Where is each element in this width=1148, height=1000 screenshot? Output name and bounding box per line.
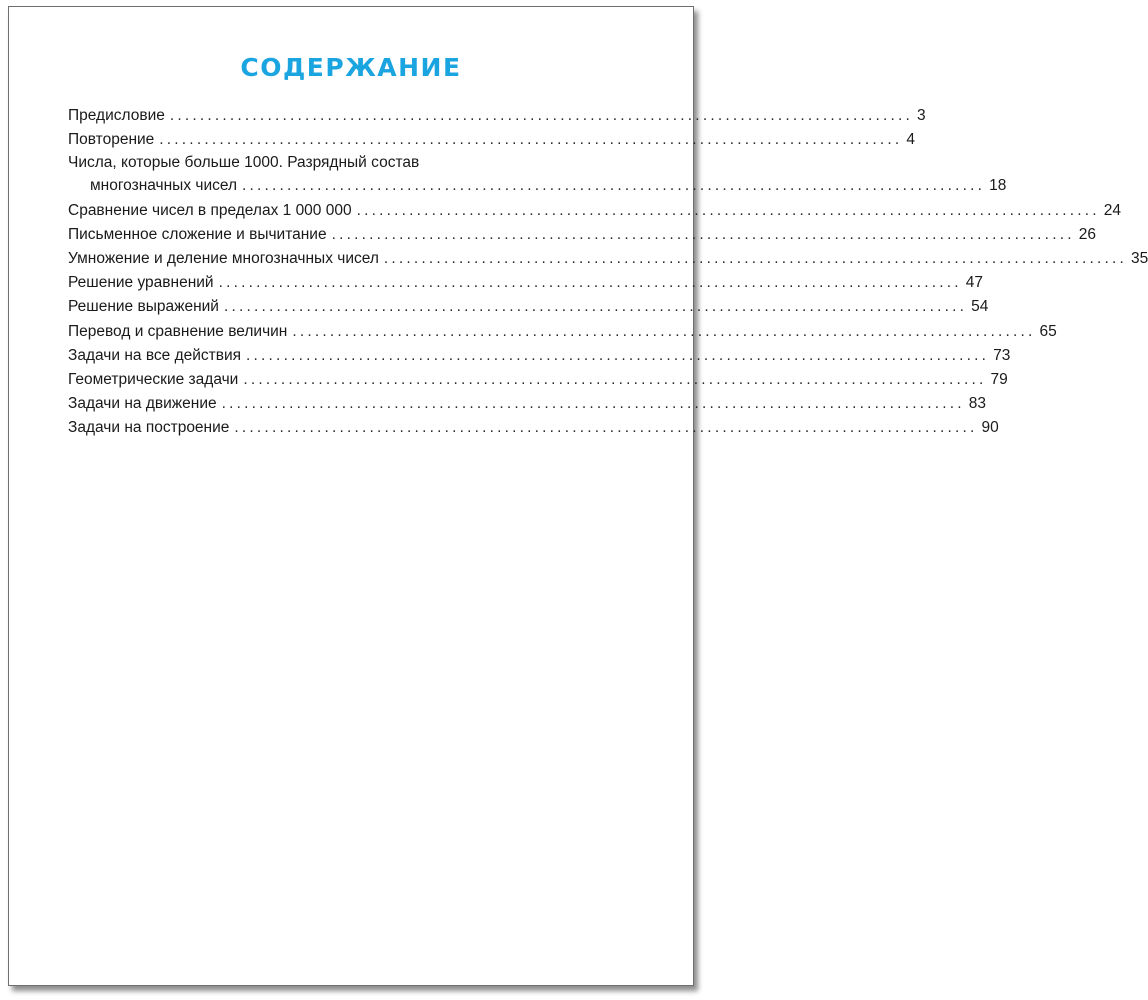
toc-entry-label: Решение выражений (68, 298, 219, 316)
page-title: СОДЕРЖАНИЕ (240, 53, 462, 82)
toc-leader-dots: ................................................................................................... (221, 395, 965, 413)
toc-entry[interactable] (68, 271, 983, 295)
toc-entry-label: Сравнение чисел в пределах 1 000 000 (68, 201, 352, 219)
toc-entry[interactable] (68, 320, 1057, 344)
toc-entry-label: Геометрические задачи (68, 370, 239, 388)
toc-leader-dots: ................................................................................................... (242, 177, 986, 195)
document-page (8, 6, 1148, 986)
toc-entry[interactable] (68, 223, 1096, 247)
toc-leader-dots: ................................................................................................... (169, 107, 913, 124)
toc-entry-label: многозначных чисел (90, 177, 238, 195)
toc-entry[interactable] (68, 368, 1008, 392)
toc-entry-label: Письменное сложение и вычитание (68, 225, 327, 243)
toc-entry-label: Перевод и сравнение величин (68, 322, 288, 340)
toc-leader-dots: ................................................................................................... (331, 225, 1075, 243)
toc-leader-dots: ................................................................................................... (292, 322, 1036, 340)
toc-leader-dots: ................................................................................................... (159, 131, 903, 149)
toc-entry-label: Задачи на построение (68, 419, 230, 437)
table-of-contents (68, 104, 1148, 440)
toc-entry-page: 3 (917, 107, 926, 124)
toc-entry[interactable] (68, 199, 1121, 223)
toc-entry-page: 4 (906, 131, 916, 149)
toc-entry[interactable] (68, 295, 989, 319)
toc-entry-page: 79 (990, 370, 1008, 388)
toc-leader-dots: ................................................................................................... (223, 298, 968, 316)
toc-entry[interactable] (68, 152, 1007, 198)
toc-entry-page: 26 (1078, 225, 1096, 243)
toc-entry[interactable] (68, 128, 916, 152)
toc-entry[interactable] (68, 344, 1011, 368)
toc-leader-dots: ................................................................................................... (218, 274, 962, 292)
toc-entry[interactable] (68, 247, 1148, 271)
toc-entry-line2 (68, 174, 1007, 198)
toc-leader-dots: ................................................................................................... (356, 201, 1100, 219)
toc-entry-page: 24 (1103, 201, 1121, 219)
toc-entry-page: 90 (981, 419, 999, 437)
toc-entry-label: Задачи на движение (68, 395, 217, 413)
toc-entry-label: Решение уравнений (68, 274, 214, 292)
toc-entry-label: Умножение и деление многозначных чисел (68, 249, 379, 267)
toc-entry-page: 47 (965, 274, 983, 292)
toc-entry-page: 83 (968, 395, 986, 413)
toc-entry-label: Повторение (68, 131, 155, 149)
toc-entry-label: Предисловие (68, 107, 165, 124)
toc-leader-dots: ................................................................................................... (234, 419, 978, 437)
toc-leader-dots: ................................................................................................... (243, 370, 987, 388)
toc-leader-dots: ................................................................................................... (246, 346, 990, 364)
toc-entry-label-line1: Числа, которые больше 1000. Разрядный состав (68, 154, 420, 172)
toc-entry-page: 65 (1039, 322, 1057, 340)
toc-entry-label: Задачи на все действия (68, 346, 242, 364)
toc-leader-dots: ................................................................................................... (383, 249, 1128, 267)
toc-entry[interactable] (68, 104, 926, 128)
toc-entry[interactable] (68, 416, 999, 440)
toc-entry-page: 73 (993, 346, 1011, 364)
toc-entry-page: 54 (971, 298, 989, 316)
toc-entry[interactable] (68, 392, 986, 416)
toc-entry-page: 35 (1131, 249, 1148, 267)
toc-entry-page: 18 (989, 177, 1007, 195)
